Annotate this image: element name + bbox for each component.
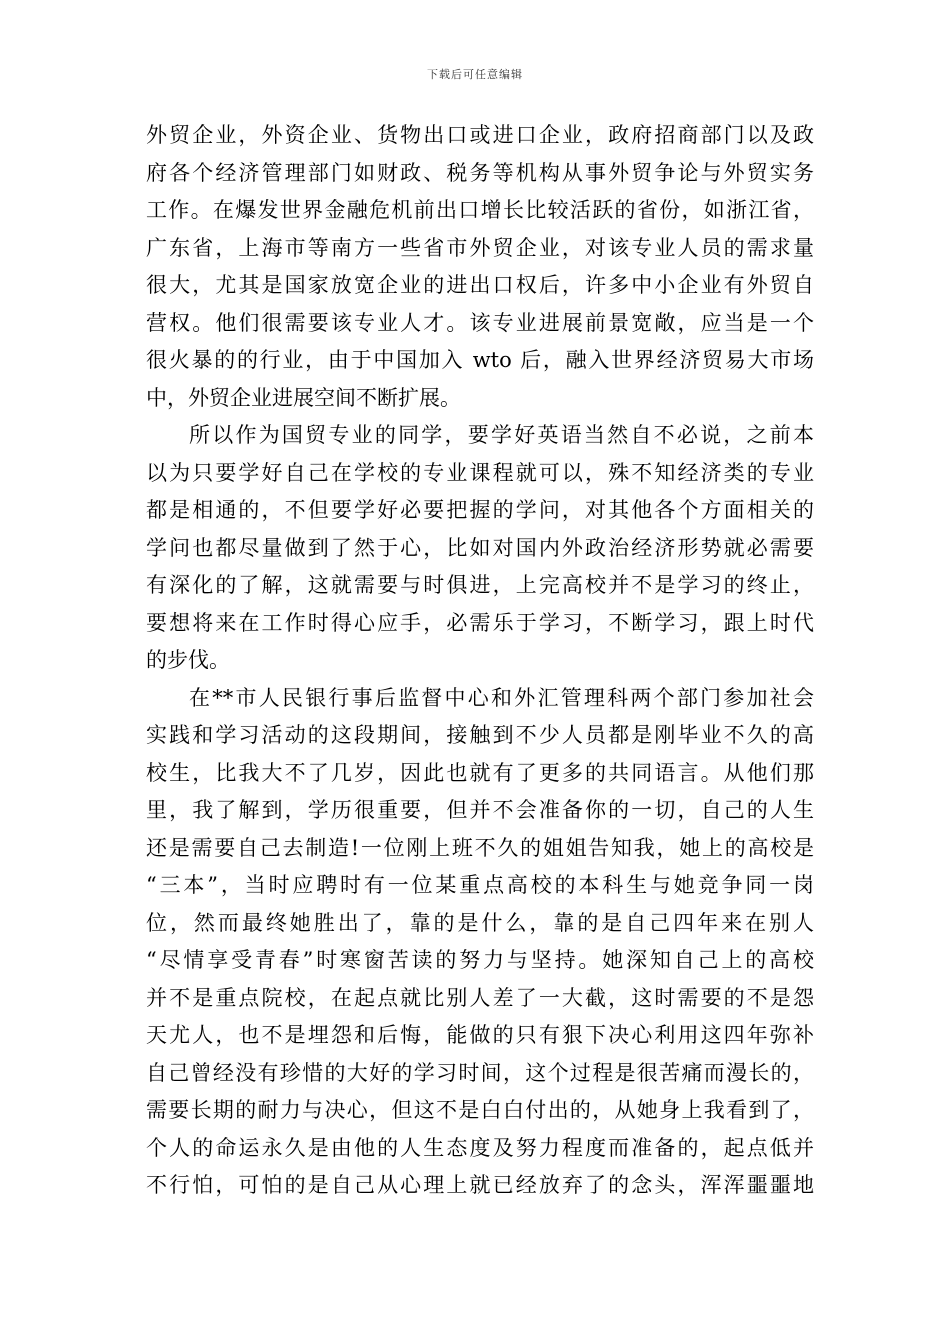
text-line: 学问也都尽量做到了然于心，比如对国内外政治经济形势就必需要 bbox=[146, 535, 814, 560]
text-line: 自己曾经没有珍惜的大好的学习时间，这个过程是很苦痛而漫长的， bbox=[146, 1060, 814, 1085]
paragraph-2 bbox=[146, 417, 814, 680]
text-line: 个人的命运永久是由他的人生态度及努力程度而准备的，起点低并 bbox=[146, 1135, 814, 1160]
paragraph-1 bbox=[146, 117, 814, 417]
text-line: 要想将来在工作时得心应手，必需乐于学习，不断学习，跟上时代 bbox=[146, 610, 814, 635]
text-line: 营权。他们很需要该专业人才。该专业进展前景宽敞，应当是一个 bbox=[146, 310, 814, 335]
text-line: 有深化的了解，这就需要与时俱进，上完高校并不是学习的终止， bbox=[146, 573, 814, 597]
text-line: “三本”，当时应聘时有一位某重点高校的本科生与她竞争同一岗 bbox=[146, 873, 814, 897]
text-line: 都是相通的，不但要学好必要把握的学问，对其他各个方面相关的 bbox=[146, 498, 814, 522]
text-line: 不行怕，可怕的是自己从心理上就已经放弃了的念头，浑浑噩噩地 bbox=[146, 1173, 814, 1197]
text-line: 府各个经济管理部门如财政、税务等机构从事外贸争论与外贸实务 bbox=[146, 160, 814, 185]
text-line: 外贸企业，外资企业、货物出口或进口企业，政府招商部门以及政 bbox=[146, 123, 814, 147]
text-line: 在**市人民银行事后监督中心和外汇管理科两个部门参加社会 bbox=[189, 685, 814, 710]
text-line: 中，外贸企业进展空间不断扩展。 bbox=[146, 385, 461, 410]
text-line: “尽情享受青春”时寒窗苦读的努力与坚持。她深知自己上的高校 bbox=[146, 948, 814, 972]
text-line: 校生，比我大不了几岁，因此也就有了更多的共同语言。从他们那 bbox=[146, 760, 814, 785]
text-line: 天尤人，也不是埋怨和后悔，能做的只有狠下决心利用这四年弥补 bbox=[146, 1023, 814, 1047]
text-line: 工作。在爆发世界金融危机前出口增长比较活跃的省份，如浙江省， bbox=[146, 198, 814, 222]
text-line: 实践和学习活动的这段期间，接触到不少人员都是刚毕业不久的高 bbox=[146, 723, 814, 747]
text-line: 需要长期的耐力与决心，但这不是白白付出的，从她身上我看到了， bbox=[146, 1098, 814, 1122]
page-header: 下载后可任意编辑 bbox=[427, 68, 523, 81]
text-line: 很大，尤其是国家放宽企业的进出口权后，许多中小企业有外贸自 bbox=[146, 273, 814, 297]
paragraph-3 bbox=[146, 680, 814, 1205]
text-line: 还是需要自己去制造!一位刚上班不久的姐姐告知我，她上的高校是 bbox=[146, 835, 814, 860]
text-line: 的步伐。 bbox=[146, 648, 230, 672]
text-line: 里，我了解到，学历很重要，但并不会准备你的一切，自己的人生 bbox=[146, 798, 814, 822]
text-line: 所以作为国贸专业的同学，要学好英语当然自不必说，之前本 bbox=[189, 423, 814, 447]
text-line: 广东省，上海市等南方一些省市外贸企业，对该专业人员的需求量 bbox=[146, 235, 814, 260]
text-line: 以为只要学好自己在学校的专业课程就可以，殊不知经济类的专业 bbox=[146, 460, 814, 485]
document-body bbox=[146, 117, 814, 1205]
text-line: 位，然而最终她胜出了，靠的是什么，靠的是自己四年来在别人 bbox=[146, 910, 814, 935]
text-line: 很火暴的的行业，由于中国加入 wto 后，融入世界经济贸易大市场 bbox=[146, 348, 814, 372]
text-line: 并不是重点院校，在起点就比别人差了一大截，这时需要的不是怨 bbox=[146, 985, 814, 1010]
